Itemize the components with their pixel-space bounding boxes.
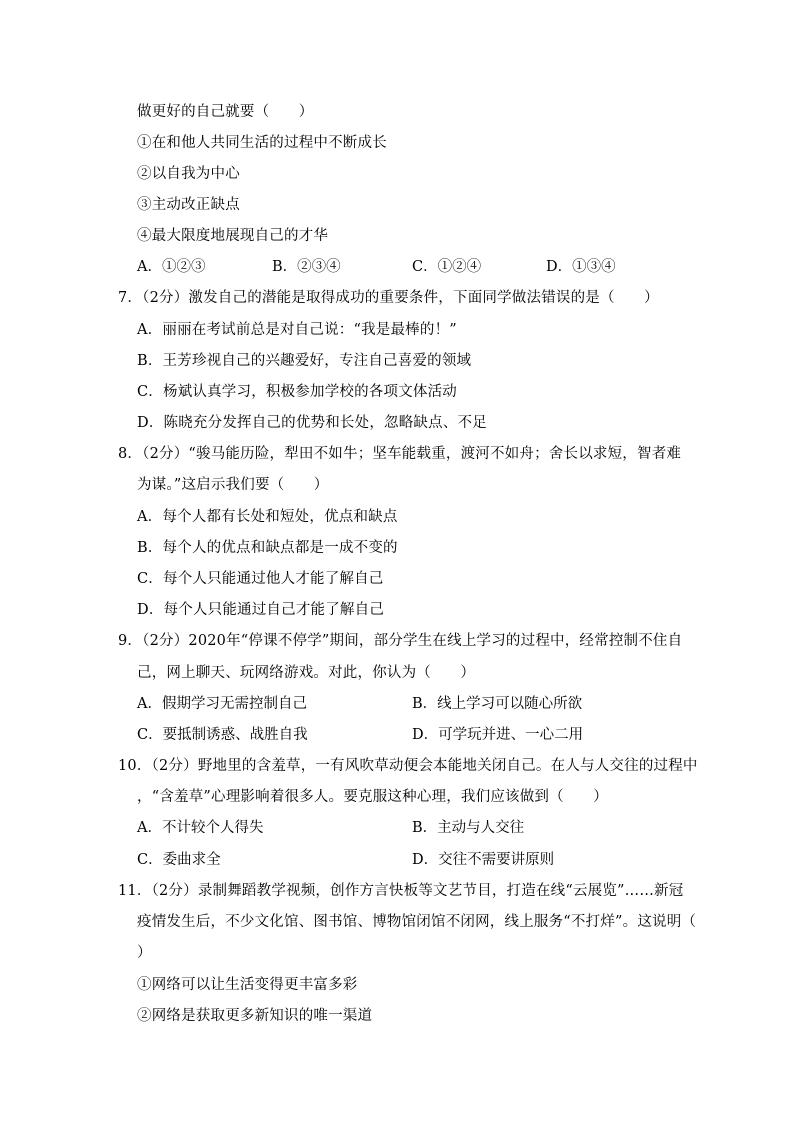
q7-option-d[interactable]: D．陈晓充分发挥自己的优势和长处，忽略缺点、不足 (137, 415, 487, 431)
q7-option-a[interactable]: A．丽丽在考试前总是对自己说：“我是最棒的！” (137, 322, 457, 338)
q8-option-a[interactable]: A．每个人都有长处和短处，优点和缺点 (137, 509, 398, 525)
q6-item-4: ④最大限度地展现自己的才华 (137, 228, 329, 244)
q8-option-c[interactable]: C．每个人只能通过他人才能了解自己 (137, 571, 384, 587)
q11-item-1: ①网络可以让生活变得更丰富多彩 (137, 977, 358, 993)
q6-option-a[interactable]: A．①②③ (137, 259, 206, 275)
q9-option-b[interactable]: B．线上学习可以随心所欲 (412, 696, 583, 712)
q10-option-d[interactable]: D．交往不需要讲原则 (412, 852, 555, 868)
q8-stem-line-1: 8．（2分）“骏马能历险，犁田不如牛；坚车能载重，渡河不如舟；舍长以求短，智者难 (118, 446, 682, 462)
q10-option-c[interactable]: C．委曲求全 (137, 852, 221, 868)
q6-option-d[interactable]: D．①③④ (546, 259, 616, 275)
q8-stem-line-2: 为谋。”这启示我们要（ ） (137, 477, 329, 493)
q7-stem: 7．（2分）激发自己的潜能是取得成功的重要条件，下面同学做法错误的是（ ） (118, 290, 659, 306)
q10-stem-line-2: ，“含羞草”心理影响着很多人。要克服这种心理，我们应该做到（ ） (137, 789, 608, 805)
q8-option-b[interactable]: B．每个人的优点和缺点都是一成不变的 (137, 540, 398, 556)
q6-option-c[interactable]: C．①②④ (412, 259, 482, 275)
q11-item-2: ②网络是获取更多新知识的唯一渠道 (137, 1008, 373, 1024)
q8-option-d[interactable]: D．每个人只能通过自己才能了解自己 (137, 602, 385, 618)
q6-stem: 做更好的自己就要（ ） (137, 104, 314, 120)
q6-option-b[interactable]: B．②③④ (272, 259, 341, 275)
q11-stem-line-1: 11．（2分）录制舞蹈教学视频，创作方言快板等文艺节目，打造在线“云展览”……新冠 (118, 883, 684, 899)
q10-option-a[interactable]: A．不计较个人得失 (137, 820, 264, 836)
q11-stem-line-3: ） (137, 945, 152, 961)
q7-option-b[interactable]: B．王芳珍视自己的兴趣爱好，专注自己喜爱的领域 (137, 353, 472, 369)
q7-option-c[interactable]: C．杨斌认真学习，积极参加学校的各项文体活动 (137, 384, 457, 400)
q6-item-1: ①在和他人共同生活的过程中不断成长 (137, 135, 387, 151)
q9-stem-line-2: 己，网上聊天、玩网络游戏。对此，你认为（ ） (137, 665, 476, 681)
q10-stem-line-1: 10．（2分）野地里的含羞草，一有风吹草动便会本能地关闭自己。在人与人交往的过程中 (118, 758, 698, 774)
q11-stem-line-2: 疫情发生后，不少文化馆、图书馆、博物馆闭馆不闭网，线上服务“不打烊”。这说明（ (137, 914, 697, 930)
q9-stem-line-1: 9．（2分）2020年“停课不停学”期间，部分学生在线上学习的过程中，经常控制不住自 (118, 633, 683, 649)
q9-option-d[interactable]: D．可学玩并进、一心二用 (412, 727, 584, 743)
q10-option-b[interactable]: B．主动与人交往 (412, 820, 525, 836)
q6-item-3: ③主动改正缺点 (137, 197, 240, 213)
q9-option-a[interactable]: A．假期学习无需控制自己 (137, 696, 307, 712)
q9-option-c[interactable]: C．要抵制诱惑、战胜自我 (137, 727, 308, 743)
q6-item-2: ②以自我为中心 (137, 166, 240, 182)
